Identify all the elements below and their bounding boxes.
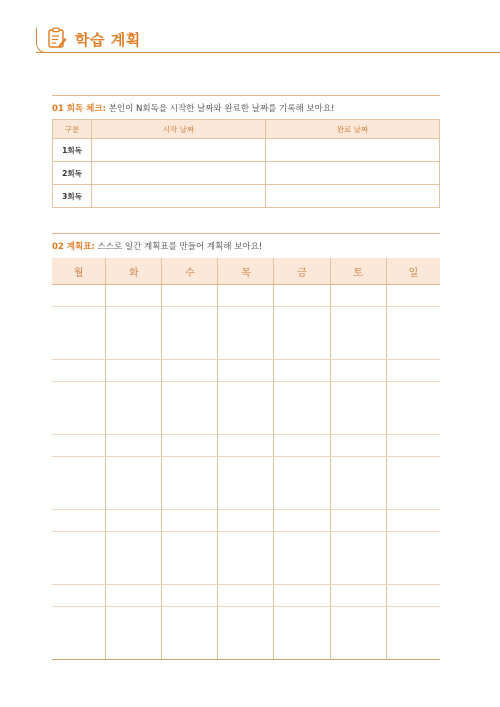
planner-cell[interactable] [386, 532, 440, 585]
planner-cell[interactable] [330, 360, 386, 382]
planner-cell[interactable] [274, 360, 330, 382]
section1-description: 본인이 N회독을 시작한 날짜와 완료한 날짜를 기록해 보아요! [108, 104, 335, 114]
day-header-row [52, 258, 440, 285]
planner-cell[interactable] [330, 585, 386, 607]
planner-cell[interactable] [162, 510, 218, 532]
planner-cell[interactable] [106, 285, 162, 307]
clipboard-pencil-icon [47, 27, 67, 49]
planner-cell[interactable] [106, 382, 162, 435]
planner-cell[interactable] [162, 307, 218, 360]
planner-cell[interactable] [106, 435, 162, 457]
end-date-cell[interactable] [266, 185, 440, 208]
planner-cell[interactable] [106, 607, 162, 660]
day-header-wed: 수 [162, 258, 218, 285]
planner-cell[interactable] [218, 307, 274, 360]
planner-cell[interactable] [218, 382, 274, 435]
planner-cell[interactable] [162, 382, 218, 435]
section2-number: 02 계획표: [52, 242, 95, 252]
planner-cell[interactable] [52, 360, 106, 382]
planner-cell[interactable] [218, 285, 274, 307]
page-title: 학습 계획 [75, 31, 141, 49]
table-row [53, 185, 440, 208]
planner-cell[interactable] [52, 510, 106, 532]
planner-cell[interactable] [330, 532, 386, 585]
planner-cell[interactable] [52, 607, 106, 660]
planner-cell[interactable] [162, 532, 218, 585]
planner-row [52, 532, 440, 585]
planner-cell[interactable] [386, 360, 440, 382]
planner-row [52, 360, 440, 382]
planner-cell[interactable] [330, 607, 386, 660]
planner-row [52, 585, 440, 607]
planner-cell[interactable] [330, 382, 386, 435]
row-label: 1회독 [53, 139, 92, 162]
day-header-mon: 월 [52, 258, 106, 285]
planner-row [52, 382, 440, 435]
column-header: 완료 날짜 [266, 120, 440, 139]
section1-divider [52, 95, 440, 96]
planner-cell[interactable] [330, 285, 386, 307]
planner-cell[interactable] [162, 607, 218, 660]
planner-cell[interactable] [106, 307, 162, 360]
planner-cell[interactable] [274, 510, 330, 532]
reading-check-table [52, 119, 440, 208]
column-header: 구분 [53, 120, 92, 139]
planner-cell[interactable] [330, 457, 386, 510]
planner-cell[interactable] [386, 285, 440, 307]
planner-cell[interactable] [274, 532, 330, 585]
day-header-thu: 목 [218, 258, 274, 285]
planner-cell[interactable] [106, 457, 162, 510]
planner-cell[interactable] [218, 585, 274, 607]
section2-description: 스스로 일간 계획표를 만들어 계획해 보아요! [97, 242, 263, 252]
planner-cell[interactable] [218, 435, 274, 457]
planner-cell[interactable] [386, 307, 440, 360]
day-header-sun: 일 [386, 258, 440, 285]
page-header [0, 22, 500, 56]
day-header-sat: 토 [330, 258, 386, 285]
planner-cell[interactable] [386, 435, 440, 457]
planner-cell[interactable] [330, 435, 386, 457]
planner-cell[interactable] [330, 307, 386, 360]
planner-cell[interactable] [218, 457, 274, 510]
planner-cell[interactable] [218, 607, 274, 660]
header-rule [36, 52, 500, 53]
column-header: 시작 날짜 [92, 120, 266, 139]
planner-cell[interactable] [52, 457, 106, 510]
planner-cell[interactable] [218, 360, 274, 382]
planner-row [52, 285, 440, 307]
planner-cell[interactable] [52, 382, 106, 435]
planner-cell[interactable] [162, 360, 218, 382]
planner-cell[interactable] [106, 585, 162, 607]
planner-cell[interactable] [386, 607, 440, 660]
planner-cell[interactable] [274, 435, 330, 457]
planner-cell[interactable] [274, 457, 330, 510]
start-date-cell[interactable] [92, 139, 266, 162]
planner-cell[interactable] [274, 382, 330, 435]
planner-cell[interactable] [274, 307, 330, 360]
planner-cell[interactable] [106, 510, 162, 532]
planner-cell[interactable] [386, 382, 440, 435]
planner-cell[interactable] [386, 457, 440, 510]
planner-cell[interactable] [274, 285, 330, 307]
planner-cell[interactable] [52, 285, 106, 307]
start-date-cell[interactable] [92, 162, 266, 185]
planner-cell[interactable] [162, 457, 218, 510]
planner-cell[interactable] [162, 585, 218, 607]
planner-cell[interactable] [52, 435, 106, 457]
section2-divider [52, 233, 440, 234]
section1-number: 01 회독 체크: [52, 104, 106, 114]
section1-heading [52, 102, 334, 114]
planner-cell[interactable] [330, 510, 386, 532]
planner-cell[interactable] [52, 307, 106, 360]
planner-cell[interactable] [106, 532, 162, 585]
planner-cell[interactable] [274, 585, 330, 607]
day-header-fri: 금 [274, 258, 330, 285]
planner-cell[interactable] [386, 510, 440, 532]
table-header-row [53, 120, 440, 139]
planner-cell[interactable] [52, 532, 106, 585]
planner-cell[interactable] [386, 585, 440, 607]
end-date-cell[interactable] [266, 139, 440, 162]
start-date-cell[interactable] [92, 185, 266, 208]
table-row [53, 162, 440, 185]
planner-row [52, 457, 440, 510]
table-row [53, 139, 440, 162]
planner-cell[interactable] [218, 532, 274, 585]
row-label: 3회독 [53, 185, 92, 208]
planner-row [52, 435, 440, 457]
planner-cell[interactable] [274, 607, 330, 660]
weekly-planner-table [52, 258, 440, 660]
planner-cell[interactable] [218, 510, 274, 532]
planner-cell[interactable] [52, 585, 106, 607]
section2-heading [52, 240, 262, 252]
planner-cell[interactable] [162, 285, 218, 307]
planner-row [52, 510, 440, 532]
end-date-cell[interactable] [266, 162, 440, 185]
planner-row [52, 607, 440, 660]
planner-cell[interactable] [106, 360, 162, 382]
row-label: 2회독 [53, 162, 92, 185]
planner-cell[interactable] [162, 435, 218, 457]
day-header-tue: 화 [106, 258, 162, 285]
planner-row [52, 307, 440, 360]
